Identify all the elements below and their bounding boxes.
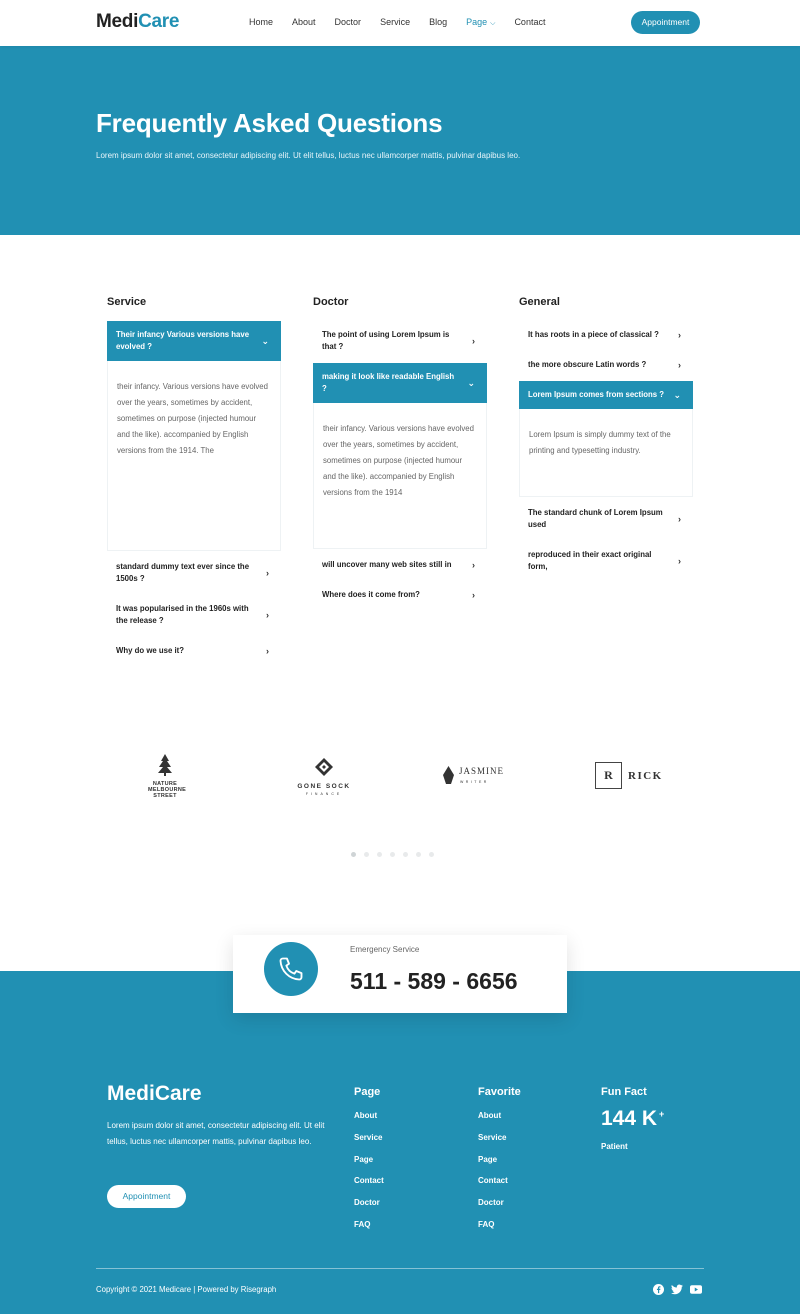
carousel-dot[interactable] [416, 852, 421, 857]
site-header [0, 0, 800, 46]
faq-question-text: Where does it come from? [322, 590, 420, 599]
faq-column-service [107, 296, 281, 665]
footer-link-service[interactable]: Service [354, 1132, 383, 1142]
chevron-right-icon: › [678, 330, 681, 340]
faq-question-text: reproduced in their exact original form, [528, 550, 652, 571]
social-links [652, 1283, 702, 1295]
logo-text-care: Care [138, 11, 180, 32]
faq-question[interactable] [519, 351, 693, 379]
faq-question[interactable] [313, 581, 487, 609]
footer-page-links [354, 1086, 384, 1242]
footer-fav-faq[interactable]: FAQ [478, 1219, 495, 1229]
carousel-dot[interactable] [364, 852, 369, 857]
logo-text-medi: Medi [96, 11, 139, 32]
twitter-icon[interactable] [671, 1283, 683, 1295]
faq-answer: their infancy. Various versions have evolved over the years, sometimes by accident, sometimes on purpose (injected humour and the like). accompanied by English versions from the 1914. The [107, 361, 281, 551]
faq-question-text: The standard chunk of Lorem Ipsum used [528, 508, 663, 529]
brand-gone-sock [292, 758, 356, 797]
faq-question[interactable] [519, 499, 693, 539]
hero-banner [0, 46, 800, 235]
faq-question-text: Why do we use it? [116, 646, 185, 655]
footer-column-title: Favorite [478, 1086, 521, 1098]
fun-fact-plus: + [659, 1109, 665, 1119]
chevron-right-icon: › [266, 568, 269, 578]
faq-column-title: General [519, 296, 560, 308]
main-nav [249, 17, 564, 28]
fun-fact-value [601, 1107, 664, 1131]
chevron-down-icon: ⌵ [490, 20, 496, 27]
faq-question[interactable] [313, 363, 487, 403]
nav-page-label: Page [466, 17, 488, 27]
chevron-right-icon: › [266, 646, 269, 656]
facebook-icon[interactable] [652, 1283, 664, 1295]
youtube-icon[interactable] [690, 1283, 702, 1295]
footer-column-title: Page [354, 1086, 381, 1098]
carousel-dot[interactable] [429, 852, 434, 857]
faq-question[interactable] [313, 551, 487, 579]
brand-text: JASMINE [459, 766, 505, 776]
faq-question-text: Lorem Ipsum comes from sections ? [528, 390, 665, 399]
brand-text: R [604, 768, 613, 782]
logo[interactable] [96, 11, 179, 33]
chevron-right-icon: › [472, 560, 475, 570]
faq-column-doctor [313, 296, 487, 609]
footer-link-contact[interactable]: Contact [354, 1176, 384, 1186]
chevron-right-icon: › [678, 556, 681, 566]
nav-doctor[interactable]: Doctor [334, 17, 362, 27]
gone-sock-logo-icon [315, 758, 333, 776]
chevron-right-icon: › [472, 590, 475, 600]
emergency-number[interactable]: 511 - 589 - 6656 [350, 968, 518, 994]
footer-column-title: Fun Fact [601, 1086, 647, 1098]
footer-fav-service[interactable]: Service [478, 1132, 507, 1142]
footer-fav-about[interactable]: About [478, 1111, 502, 1120]
hero-subtitle: Lorem ipsum dolor sit amet, consectetur adipiscing elit. Ut elit tellus, luctus nec ullamcorper mattis, pulvinar dapibus leo. [96, 151, 521, 160]
faq-column-title: Service [107, 296, 147, 308]
nav-blog[interactable]: Blog [429, 17, 448, 27]
pen-nib-icon [443, 766, 454, 784]
chevron-right-icon: › [472, 336, 475, 346]
faq-question[interactable] [519, 321, 693, 349]
brand-text: STREET [153, 793, 177, 799]
nav-home[interactable]: Home [249, 17, 274, 27]
faq-question[interactable] [107, 637, 281, 665]
footer-appointment-button[interactable]: Appointment [107, 1185, 186, 1208]
carousel-dot[interactable] [390, 852, 395, 857]
carousel-dot[interactable] [403, 852, 408, 857]
faq-question[interactable] [107, 595, 281, 635]
nav-about[interactable]: About [292, 17, 316, 27]
footer-favorite-links [478, 1086, 521, 1242]
footer-fav-contact[interactable]: Contact [478, 1176, 508, 1186]
faq-question[interactable] [313, 321, 487, 361]
brand-text: MELBOURNE [148, 787, 187, 793]
footer-logo[interactable]: MediCare [107, 1082, 202, 1105]
rick-logo-box [595, 762, 622, 789]
faq-question-text: Their infancy Various versions have evolved ? [116, 330, 250, 351]
faq-answer: their infancy. Various versions have evolved over the years, sometimes by accident, sometimes on purpose (injected humour and the like). accompanied by English versions from the 1914 [313, 403, 487, 549]
faq-question-text: It was popularised in the 1960s with the release ? [116, 604, 249, 625]
nav-service[interactable]: Service [380, 17, 411, 27]
phone-icon [264, 942, 318, 996]
footer-fav-page[interactable]: Page [478, 1154, 498, 1164]
faq-column-title: Doctor [313, 296, 349, 308]
faq-question[interactable] [107, 553, 281, 593]
faq-question-text: will uncover many web sites still in [322, 560, 452, 569]
chevron-down-icon: ⌄ [261, 336, 269, 346]
brand-text: GONE SOCK [297, 783, 351, 790]
brand-text: RICK [628, 770, 663, 782]
faq-question-text: the more obscure Latin words ? [528, 360, 647, 369]
chevron-right-icon: › [266, 610, 269, 620]
footer-link-about[interactable]: About [354, 1111, 378, 1120]
footer-link-doctor[interactable]: Doctor [354, 1198, 380, 1208]
faq-question[interactable] [519, 541, 693, 581]
brand-nature-melbourne [148, 754, 187, 799]
faq-question-text: The point of using Lorem Ipsum is that ? [322, 330, 450, 351]
nav-page[interactable] [466, 17, 495, 28]
faq-question-text: standard dummy text ever since the 1500s ? [116, 562, 250, 583]
faq-answer: Lorem Ipsum is simply dummy text of the printing and typesetting industry. [519, 409, 693, 497]
copyright-text: Copyright © 2021 Medicare | Powered by Risegraph [96, 1285, 277, 1294]
carousel-dot[interactable] [351, 852, 356, 857]
chevron-right-icon: › [678, 514, 681, 524]
footer-description: Lorem ipsum dolor sit amet, consectetur adipiscing elit. Ut elit tellus, luctus nec ullamcorper mattis, pulvinar dapibus leo. [107, 1121, 325, 1146]
chevron-down-icon: ⌄ [467, 378, 475, 388]
footer-link-page[interactable]: Page [354, 1154, 374, 1164]
footer-divider [96, 1268, 704, 1269]
footer-link-faq[interactable]: FAQ [354, 1219, 371, 1229]
faq-question-text: making it look like readable English ? [322, 372, 455, 393]
faq-question-text: It has roots in a piece of classical ? [528, 330, 659, 339]
brand-text: FINANCE [305, 792, 343, 796]
partner-logos [0, 752, 800, 812]
tree-icon [157, 754, 173, 776]
footer-fav-doctor[interactable]: Doctor [478, 1198, 504, 1208]
fun-fact-label: Patient [601, 1142, 628, 1151]
carousel-dot[interactable] [377, 852, 382, 857]
emergency-card [233, 935, 567, 1013]
fun-fact-number: 144 K [601, 1107, 658, 1130]
faq-question[interactable] [107, 321, 281, 361]
emergency-label: Emergency Service [350, 945, 420, 954]
brand-text: NATURE [152, 781, 178, 787]
carousel-dots [351, 852, 434, 857]
faq-question[interactable] [519, 381, 693, 409]
chevron-right-icon: › [678, 360, 681, 370]
faq-column-general [519, 296, 693, 581]
appointment-button[interactable]: Appointment [631, 11, 700, 34]
nav-contact[interactable]: Contact [514, 17, 546, 27]
chevron-down-icon: ⌄ [673, 390, 681, 400]
brand-text: WRITER [460, 780, 489, 784]
page-title: Frequently Asked Questions [96, 108, 443, 138]
